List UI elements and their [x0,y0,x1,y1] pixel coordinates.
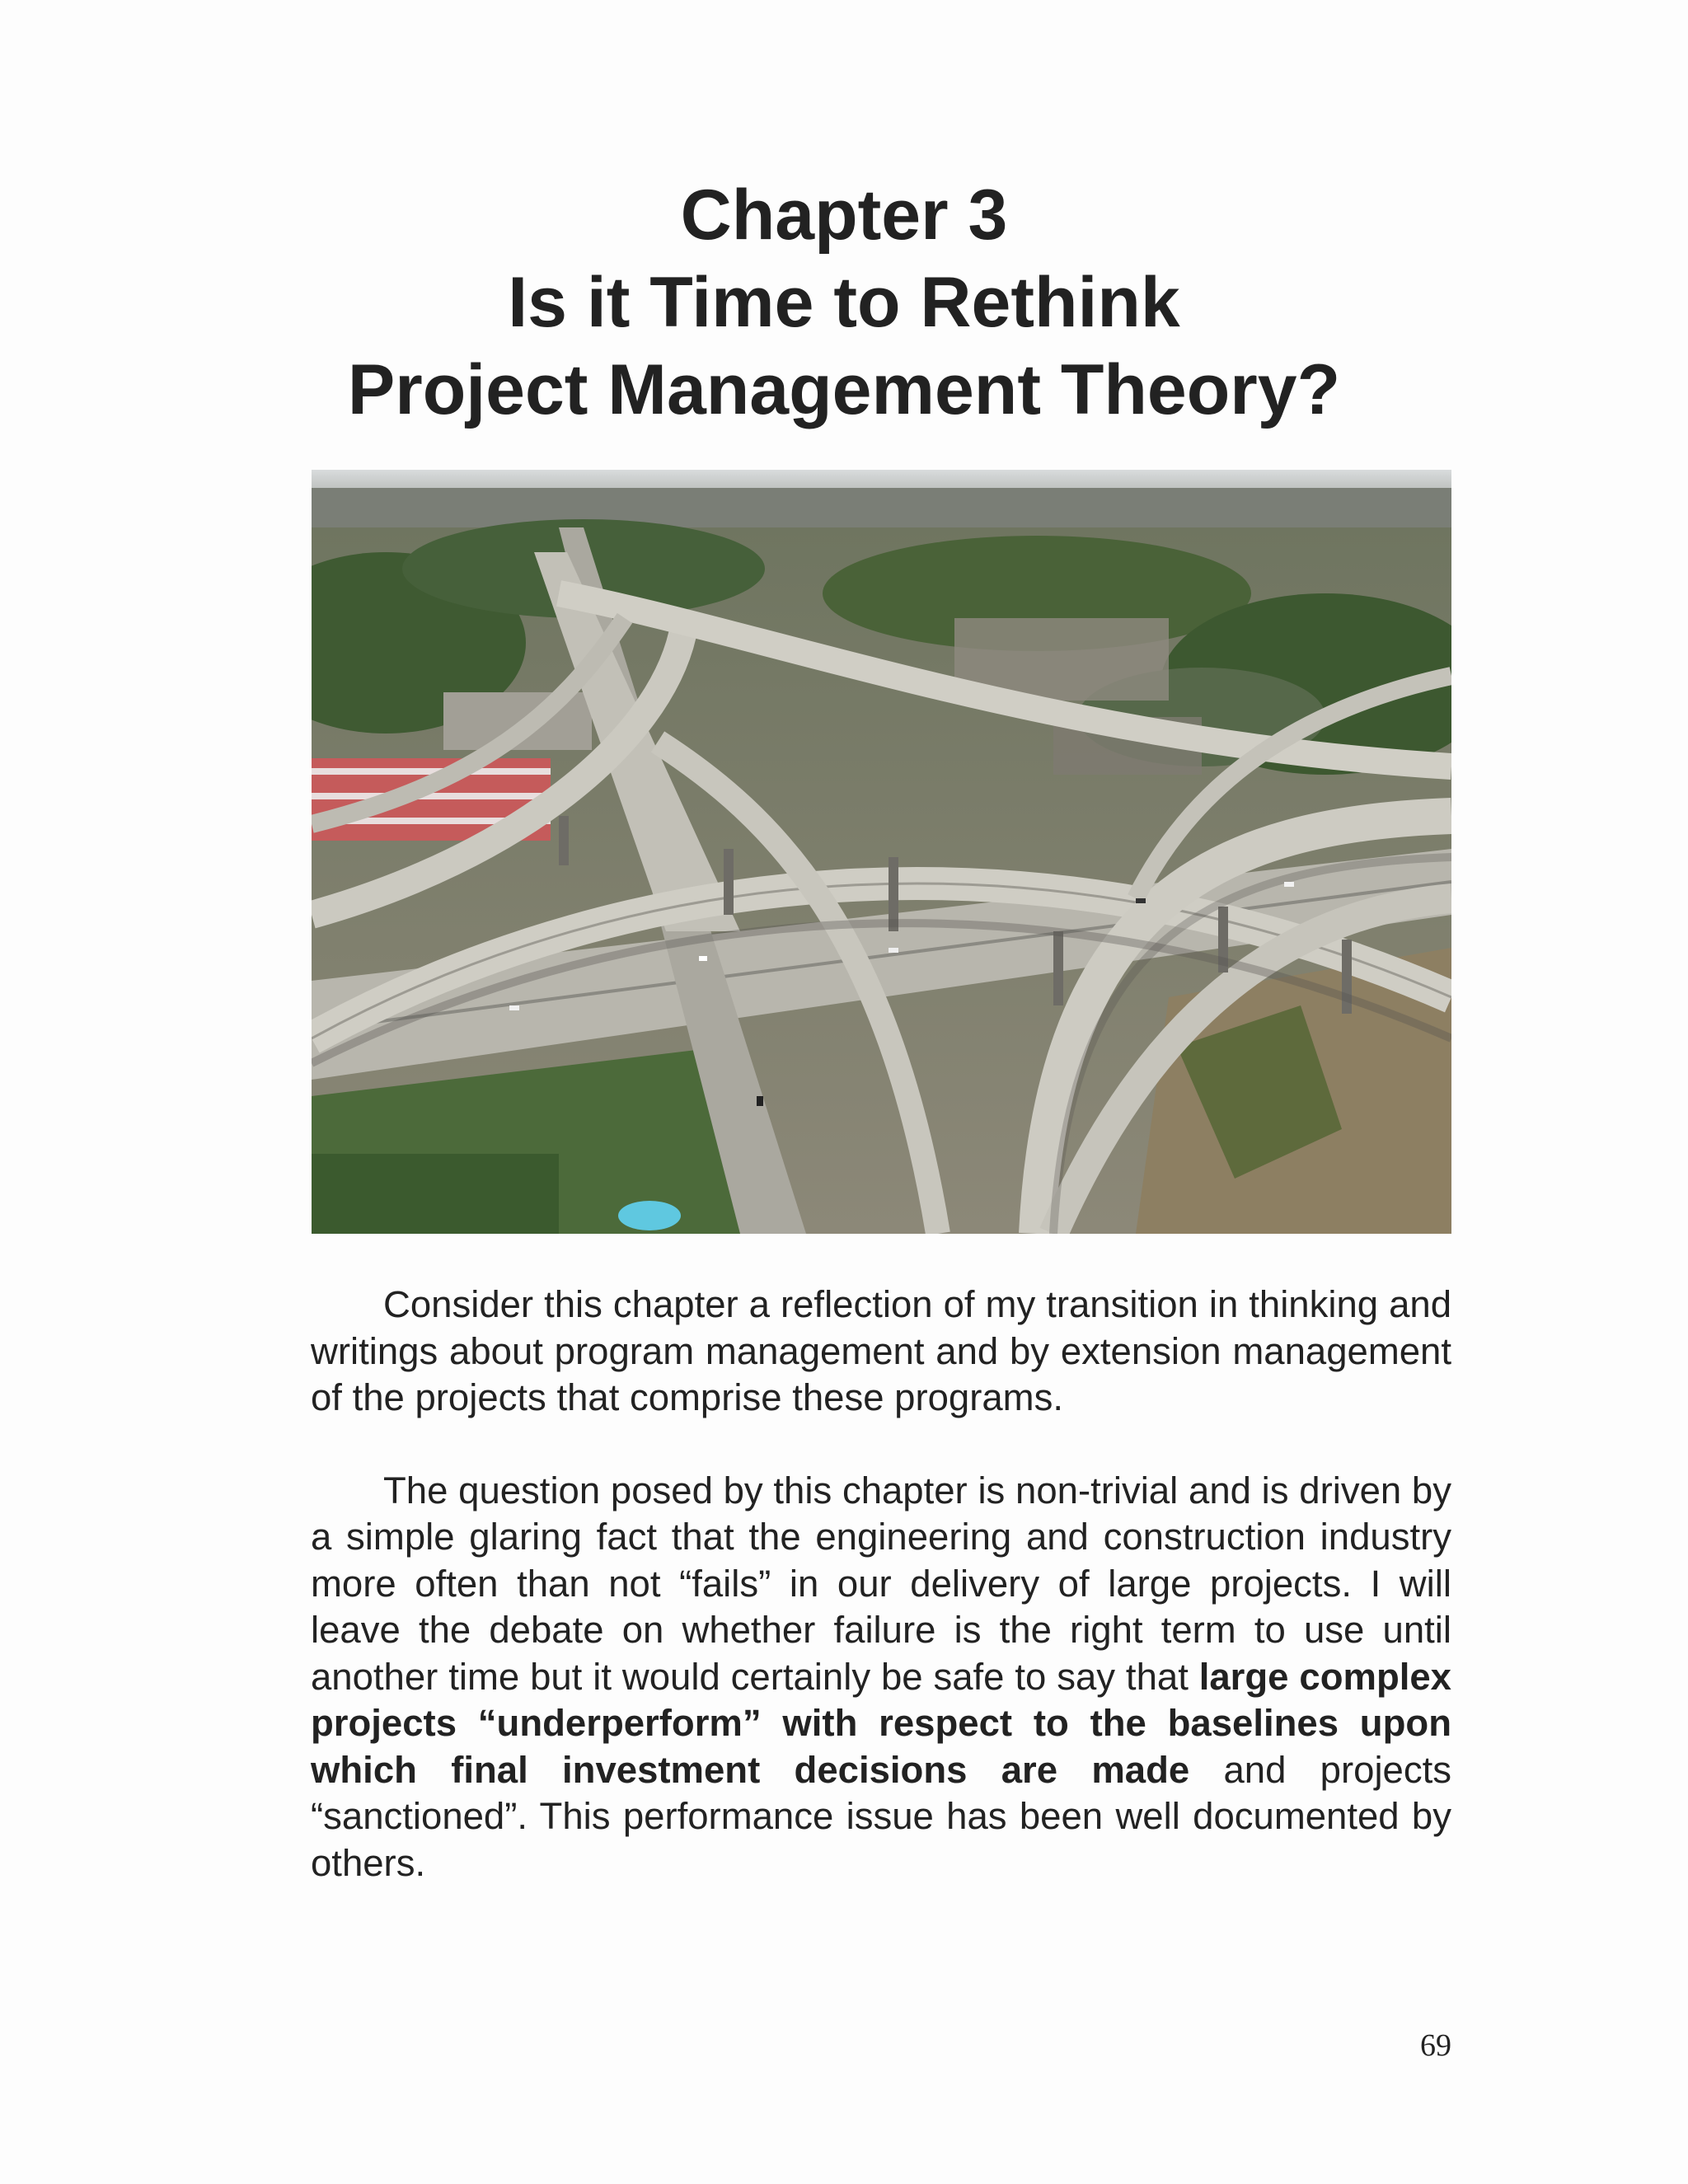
paragraph-2-text-end: and projects “sanctioned”. This performance issue has been well documented by others. [311,1748,1452,1884]
highway-interchange-photo [312,470,1451,1234]
paragraph-1-text: Consider this chapter a reflection of my transition in thinking and writings about program management and by extension management of the projects that comprise these programs. [311,1283,1451,1418]
chapter-title [0,171,1688,434]
page-number: 69 [1420,2028,1451,2063]
chapter-number: Chapter 3 [680,176,1008,255]
paragraph-2-text-start: The question posed by this chapter is non-trivial and is driven by a simple glaring fact that the engineering and construction industry more often than not “fails” in our delivery of large projects. I will leave the debate on whether failure is the right term to use until another time but it would certainly be safe to say that [311,1469,1451,1698]
chapter-title-line-1: Is it Time to Rethink [508,263,1180,342]
paragraph-1 [311,1282,1451,1422]
paragraph-2 [311,1468,1451,1887]
chapter-title-line-2: Project Management Theory? [347,350,1341,429]
paragraph-2-bold-text: large complex projects “underperform” with respect to the baselines upon which final investment decisions are made [311,1655,1451,1791]
chapter-body [311,1282,1451,1933]
